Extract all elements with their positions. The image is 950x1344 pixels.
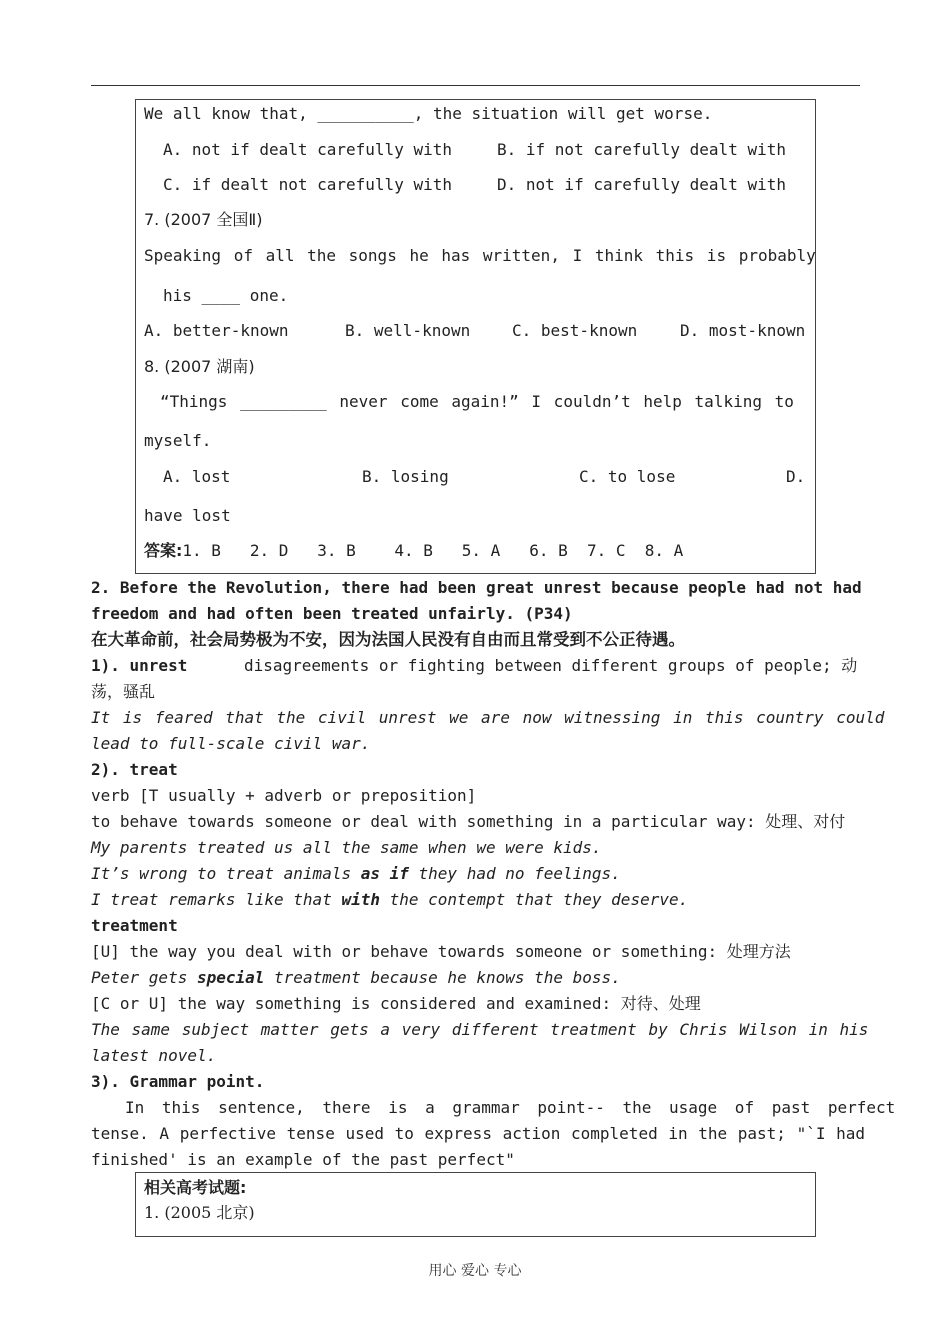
q8-heading: 8. (2007 湖南) [144, 357, 255, 376]
treat-example-2-keyword: as if [360, 864, 409, 883]
treat-example-2-end: they had no feelings. [408, 864, 621, 883]
unrest-label: 1). unrest [91, 656, 188, 675]
sentence-2-line1: 2. Before the Revolution, there had been great unrest because people had not had [91, 578, 862, 597]
treatment-example-1-end: treatment because he knows the boss. [264, 968, 621, 987]
treat-grammar: verb [T usually + adverb or preposition] [91, 786, 477, 805]
q8-option-c: C. to lose [579, 467, 676, 486]
treatment-label: treatment [91, 916, 178, 935]
treatment-countable-def: [C or U] the way something is considered and examined: 对待、处理 [91, 994, 701, 1013]
treat-example-3-end: the contempt that they deserve. [379, 890, 689, 909]
q7-option-c: C. best-known [512, 321, 638, 340]
treat-example-1: My parents treated us all the same when we were kids. [91, 838, 602, 857]
unrest-definition-cont: 荡，骚乱 [91, 682, 156, 701]
grammar-point-line2: tense. A perfective tense used to express action completed in the past; "`I had [91, 1124, 865, 1143]
q6-option-c: C. if dealt not carefully with [163, 175, 452, 194]
answer-values: 1. B 2. D 3. B 4. B 5. A 6. B 7. C 8. A [182, 541, 684, 560]
treatment-example-1-keyword: special [196, 968, 265, 987]
q7-option-b: B. well-known [345, 321, 471, 340]
treatment-example-1-start: Peter gets [91, 968, 197, 987]
unrest-definition: disagreements or fighting between different groups of people; 动 [244, 656, 858, 675]
q7-option-a: A. better-known [144, 321, 289, 340]
q8-option-d-text: have lost [144, 506, 231, 525]
treat-example-2 [91, 864, 621, 884]
q8-option-b: B. losing [362, 467, 449, 486]
q6-stem: We all know that, __________, the situation will get worse. [144, 104, 713, 123]
q7-stem-line1: Speaking of all the songs he has written, I think this is probably [144, 246, 816, 265]
sentence-2-translation: 在大革命前，社会局势极为不安，因为法国人民没有自由而且常受到不公正待遇。 [91, 630, 685, 649]
treat-example-3-keyword: with [341, 890, 380, 909]
q8-option-d: D. [786, 467, 806, 486]
answer-label: 答案: [144, 541, 183, 560]
treatment-example-2: The same subject matter gets a very different treatment by Chris Wilson in his [91, 1020, 869, 1039]
answer-line [144, 541, 683, 561]
page-footer: 用心 爱心 专心 [428, 1263, 522, 1279]
grammar-point-line1: In this sentence, there is a grammar point-- the usage of past perfect [125, 1098, 896, 1117]
treat-example-3 [91, 890, 688, 910]
q7-option-d: D. most-known [680, 321, 806, 340]
q7-heading: 7. (2007 全国Ⅱ) [144, 210, 263, 229]
treat-definition: to behave towards someone or deal with something in a particular way: 处理、对付 [91, 812, 846, 831]
treat-label: 2). treat [91, 760, 178, 779]
q7-stem-line2: his ____ one. [163, 286, 289, 305]
treat-example-2-start: It’s wrong to treat animals [91, 864, 361, 883]
q6-option-d: D. not if carefully dealt with [497, 175, 786, 194]
q6-option-b: B. if not carefully dealt with [497, 140, 786, 159]
unrest-example-line1: It is feared that the civil unrest we are now witnessing in this country could [91, 708, 885, 727]
treatment-example-1 [91, 968, 621, 988]
treatment-uncountable-def: [U] the way you deal with or behave towards someone or something: 处理方法 [91, 942, 791, 961]
treat-example-3-start: I treat remarks like that [91, 890, 342, 909]
grammar-point-label: 3). Grammar point. [91, 1072, 265, 1091]
treatment-example-2-cont: latest novel. [91, 1046, 217, 1065]
related-exam-item: 1. (2005 北京) [144, 1203, 255, 1222]
related-exam-title: 相关高考试题: [144, 1178, 247, 1197]
unrest-example-line2: lead to full-scale civil war. [91, 734, 371, 753]
sentence-2-line2: freedom and had often been treated unfairly. (P34) [91, 604, 573, 623]
q6-option-a: A. not if dealt carefully with [163, 140, 452, 159]
q8-stem-line2: myself. [144, 431, 212, 450]
header-rule [91, 85, 860, 86]
grammar-point-line3: finished' is an example of the past perfect" [91, 1150, 515, 1169]
q8-option-a: A. lost [163, 467, 231, 486]
q8-stem-line1: “Things _________ never come again!” I couldn’t help talking to [160, 392, 794, 411]
